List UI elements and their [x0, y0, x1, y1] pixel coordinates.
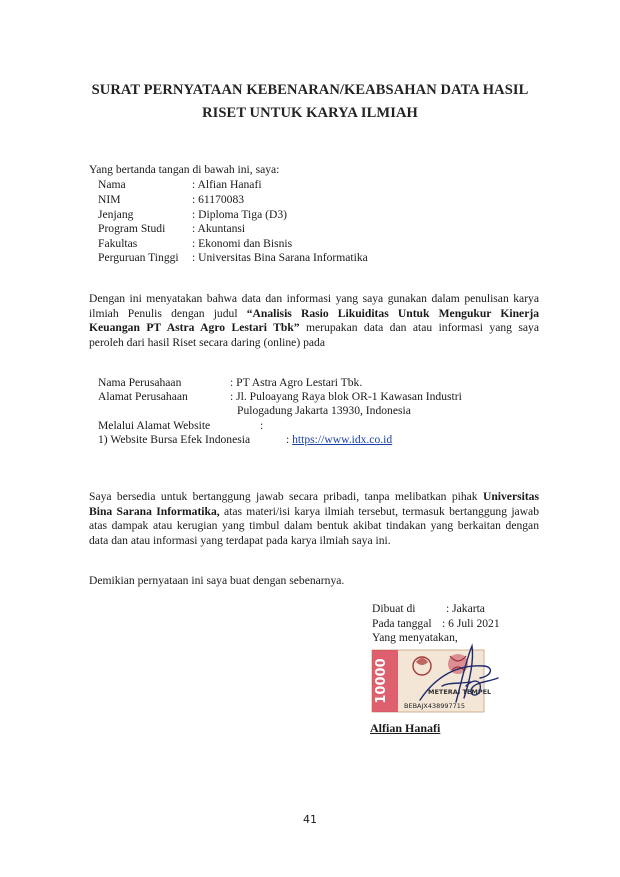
stamp-code: BEBAJX438997715 — [404, 702, 466, 710]
statement-line: Dengan ini menyatakan bahwa data dan informasi yang saya gunakan dalam penulisan karya — [89, 292, 539, 305]
identity-label: Perguruan Tinggi — [98, 251, 179, 264]
declarer-text: Yang menyatakan, — [372, 631, 458, 644]
place-label: Dibuat di — [372, 602, 416, 615]
website-label-colon: : — [260, 419, 264, 432]
responsibility-paragraph — [89, 490, 539, 548]
date-value: : 6 Juli 2021 — [442, 617, 500, 630]
place-value: : Jakarta — [446, 602, 485, 615]
signer-name: Alfian Hanafi — [370, 721, 441, 735]
company-address-value: : Jl. Puloayang Raya blok OR-1 Kawasan Industri — [230, 390, 462, 403]
document-title-line2: RISET UNTUK KARYA ILMIAH — [202, 105, 418, 121]
responsibility-line: Saya bersedia untuk bertanggung jawab secara pribadi, tanpa melibatkan pihak Universitas — [89, 490, 539, 503]
date-label: Pada tanggal — [372, 617, 432, 630]
identity-label: Program Studi — [98, 222, 166, 235]
website-item: 1) Website Bursa Efek Indonesia — [98, 433, 251, 446]
identity-value: : 61170083 — [192, 193, 245, 206]
page-number: 41 — [303, 813, 317, 826]
responsibility-line: data dan atau informasi yang terdapat pada karya ilmiah saya ini. — [89, 533, 391, 547]
intro-text: Yang bertanda tangan di bawah ini, saya: — [89, 163, 280, 176]
closing-statement: Demikian pernyataan ini saya buat dengan sebenarnya. — [89, 574, 345, 587]
document-title-line1: SURAT PERNYATAAN KEBENARAN/KEABSAHAN DATA HASIL — [91, 82, 529, 98]
statement-line: Keuangan PT Astra Agro Lestari Tbk” merupakan data dan atau informasi yang saya — [89, 321, 539, 334]
stamp-label: METERAI TEMPEL — [428, 688, 492, 696]
identity-value: : Akuntansi — [192, 222, 246, 235]
identity-value: : Ekonomi dan Bisnis — [192, 237, 293, 250]
identity-label: Jenjang — [98, 208, 134, 221]
company-name-label: Nama Perusahaan — [98, 376, 182, 389]
statement-paragraph — [89, 292, 539, 350]
responsibility-line: atas dampak atau kerugian yang timbul dalam bentuk akibat tindakan yang berkaitan dengan — [89, 519, 539, 532]
company-address-label: Alamat Perusahaan — [98, 390, 188, 403]
company-address-value-2: Pulogadung Jakarta 13930, Indonesia — [237, 404, 411, 417]
identity-label: Nama — [98, 178, 126, 191]
stamp-amount: 10000 — [374, 658, 389, 704]
identity-label: Fakultas — [98, 237, 138, 250]
identity-value: : Universitas Bina Sarana Informatika — [192, 251, 368, 264]
company-name-value: : PT Astra Agro Lestari Tbk. — [230, 376, 363, 389]
identity-value: : Alfian Hanafi — [192, 178, 262, 191]
website-url-link[interactable]: https://www.idx.co.id — [292, 433, 393, 446]
responsibility-line: Bina Sarana Informatika, atas materi/isi karya ilmiah tersebut, termasuk bertanggung jawab — [89, 504, 540, 518]
stamp-and-signature — [366, 636, 506, 726]
identity-value: : Diploma Tiga (D3) — [192, 208, 288, 221]
website-label: Melalui Alamat Website — [98, 419, 211, 432]
statement-line: ilmiah Penulis dengan judul “Analisis Rasio Likuiditas Untuk Mengukur Kinerja — [89, 306, 540, 320]
identity-label: NIM — [98, 193, 121, 206]
website-entry: : https://www.idx.co.id — [286, 433, 393, 446]
statement-line: peroleh dari hasil Riset secara daring (online) pada — [89, 335, 325, 349]
